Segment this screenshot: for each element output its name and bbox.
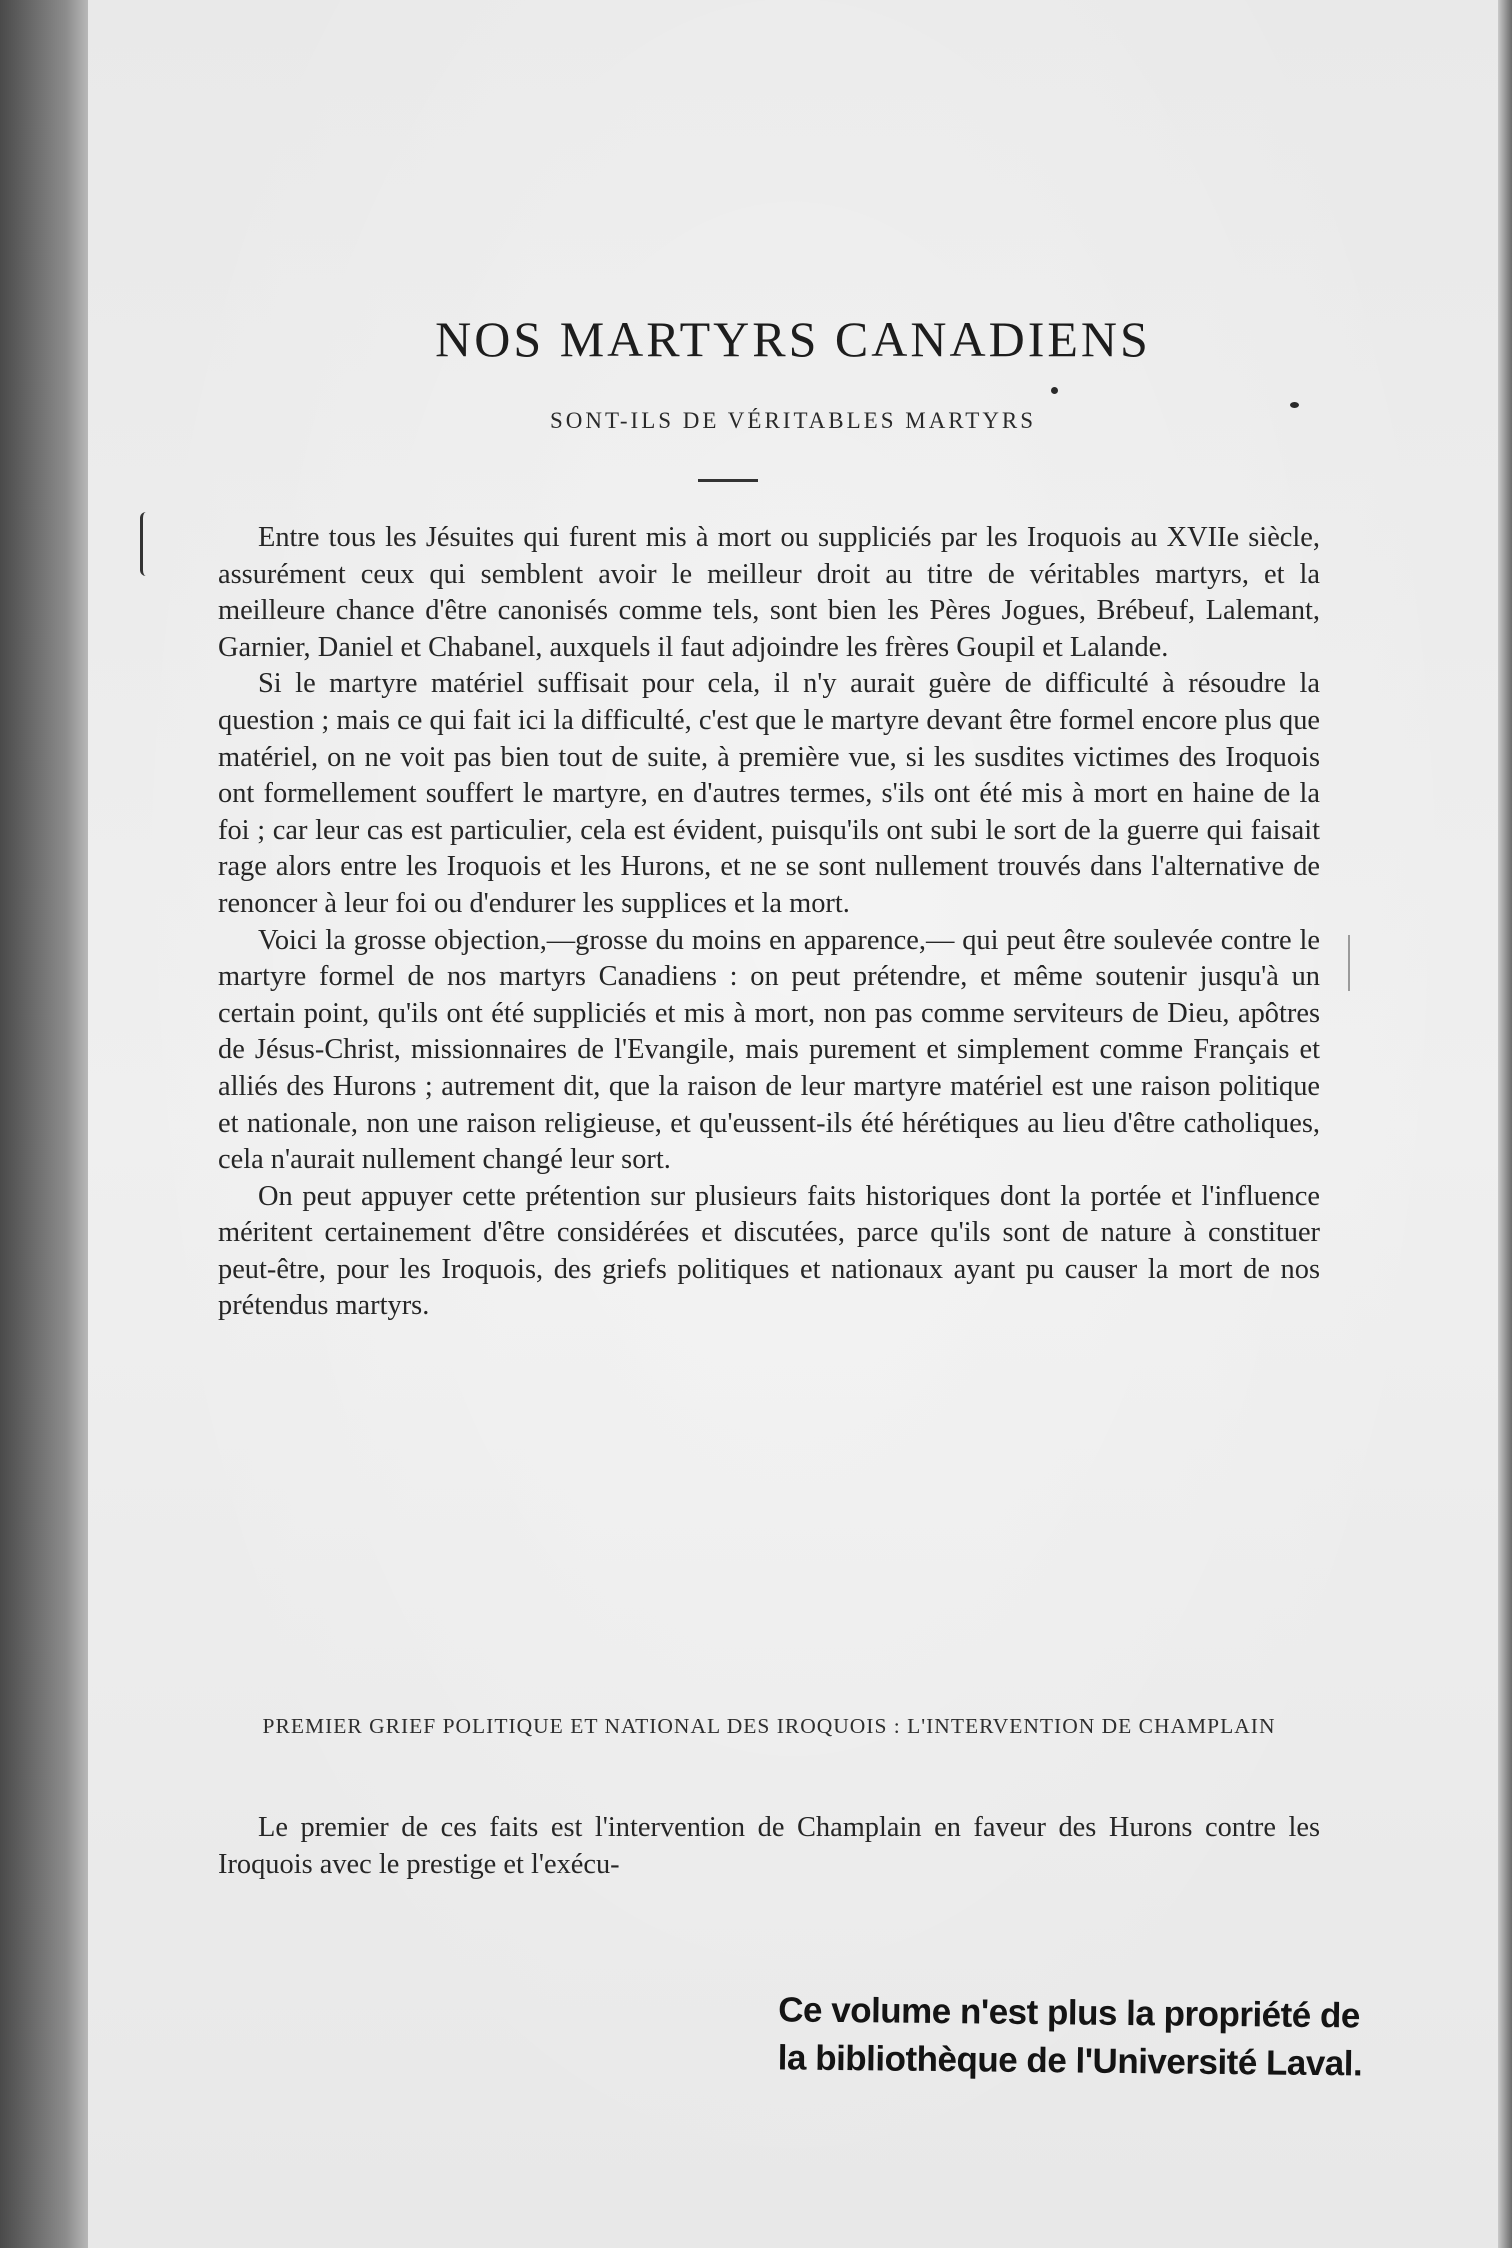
paragraph: On peut appuyer cette prétention sur plusieurs faits historiques dont la portée et l'influence méritent certainement d'être considérées et discutées, parce qu'ils sont de nature à constituer peut-être, pour les Iroquois, des griefs politiques et nationaux ayant pu causer la mort de nos prétendus martyrs. [218, 1180, 1320, 1322]
ink-speck [1051, 387, 1058, 394]
body-text [218, 520, 1320, 1325]
margin-mark-right [1348, 935, 1350, 991]
paragraph: Entre tous les Jésuites qui furent mis à mort ou suppliciés par les Iroquois au XVIIe siècle, assurément ceux qui semblent avoir le meilleur droit au titre de véritables martyrs, et la meilleure chance d'être canonisés comme tels, sont bien les Pères Jogues, Brébeuf, Lalemant, Garnier, Daniel et Chabanel, auxquels il faut adjoindre les frères Goupil et Lalande. [218, 522, 1320, 663]
stamp-line: Ce volume n'est plus la propriété de [778, 1990, 1361, 2036]
paragraph: Le premier de ces faits est l'intervention de Champlain en faveur des Hurons contre les Iroquois avec le prestige et l'exécu- [218, 1812, 1320, 1880]
paragraph: Voici la grosse objection,—grosse du moins en apparence,— qui peut être soulevée contre le martyre formel de nos martyrs Canadiens : on peut prétendre, et même soutenir jusqu'à un certain point, qu'ils ont été suppliciés et mis à mort, non pas comme serviteurs de Dieu, apôtres de Jésus-Christ, missionnaires de l'Evangile, mais purement et simplement comme Français et alliés des Hurons ; autrement dit, que la raison de leur martyre matériel est une raison politique et nationale, non une raison religieuse, et qu'eussent-ils été hérétiques au lieu d'être catholiques, cela n'aurait nullement changé leur sort. [218, 924, 1320, 1176]
stamp-line: la bibliothèque de l'Université Laval. [777, 2038, 1363, 2084]
margin-mark [140, 512, 151, 576]
page-title: NOS MARTYRS CANADIENS [435, 311, 1151, 367]
paragraph: Si le martyre matériel suffisait pour cela, il n'y aurait guère de difficulté à résoudre la question ; mais ce qui fait ici la difficulté, c'est que le martyre devant être formel encore plus que matériel, on ne voit pas bien tout de suite, à première vue, si les susdites victimes des Iroquois ont formellement souffert le martyre, en d'autres termes, s'ils ont été mis à mort en haine de la foi ; car leur cas est particulier, cela est évident, puisqu'ils ont subi le sort de la guerre qui faisait rage alors entre les Iroquois et les Hurons, et ne se sont nullement trouvés dans l'alternative de renoncer à leur foi ou d'endurer les supplices et la mort. [218, 668, 1320, 919]
scan-left-edge [0, 0, 88, 2248]
page-subtitle: SONT-ILS DE VÉRITABLES MARTYRS [549, 408, 1037, 433]
section-heading: PREMIER GRIEF POLITIQUE ET NATIONAL DES IROQUOIS : L'INTERVENTION DE CHAMPLAIN [262, 1714, 1276, 1738]
book-page [88, 0, 1498, 2248]
scan-right-edge [1498, 0, 1512, 2248]
title-rule [698, 479, 758, 482]
library-stamp [778, 1986, 1479, 2089]
section-body-text [218, 1810, 1320, 1883]
